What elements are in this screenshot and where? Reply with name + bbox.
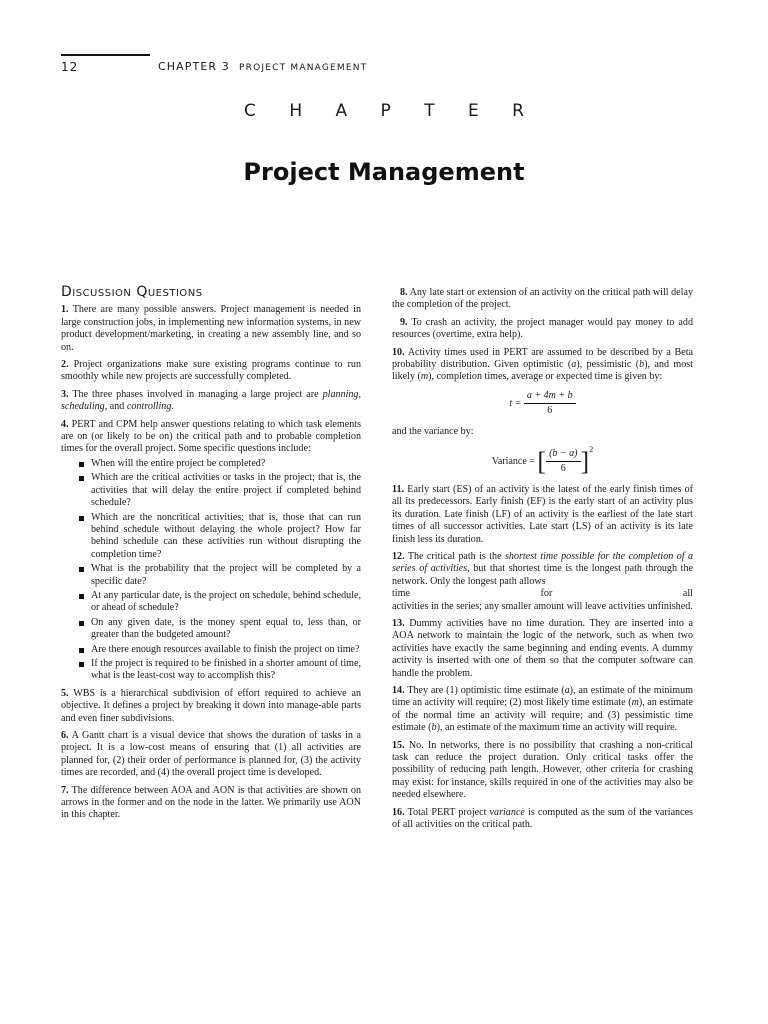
answer-number: 2.	[61, 359, 69, 371]
list-item-text: Which are the noncritical activities; that is, those that can run behind schedule without delaying the whole project? How far behind schedule can these activities run without disrupting the completion time?	[91, 511, 361, 560]
list-item	[79, 512, 361, 562]
var-b: b	[431, 722, 437, 734]
right-bracket-icon: ]	[580, 446, 590, 476]
formula-lhs: t =	[509, 398, 522, 410]
chapter-label: C H A P T E R	[244, 101, 538, 121]
answer-9	[392, 317, 693, 342]
answer-text: Activity times used in PERT are assumed to be described by a Beta probability distribution. Given optimistic (	[392, 346, 693, 371]
emphasis-text: variance	[489, 806, 525, 818]
answer-text: No. In networks, there is no possibility that crashing a non-critical task can reduce the project duration. Only critical tasks offer the possibility of reducing path length. However, other criteria for crashing may exist: for instance, skills required in one of the activities may also be needed elsewhere.	[392, 739, 693, 801]
answer-text: The difference between AOA and AON is that activities are shown on arrows in the former and on the node in the latter. We primarily use AON in this chapter.	[61, 784, 362, 821]
answer-number: 4.	[61, 418, 69, 430]
list-item-text: At any particular date, is the project on schedule, behind schedule, or ahead of schedule?	[91, 589, 361, 614]
list-item	[79, 458, 361, 470]
formula-lhs: Variance =	[491, 456, 535, 468]
answer-number: 11.	[392, 483, 405, 495]
answer-13	[392, 618, 693, 680]
answer-text: To crash an activity, the project manager would pay money to add resources (overtime, extra help).	[392, 316, 693, 341]
section-heading-text: Discussion Questions	[61, 284, 203, 300]
answer-7	[61, 785, 361, 822]
answer-text: Dummy activities have no time duration. They are inserted into a AOA network to maintain the logic of the network, such as when two activities have exactly the same beginning and ending events. A dummy activity is inserted with one of them so that the computer software can handle the problem.	[392, 617, 693, 679]
spread-word: for	[540, 588, 553, 600]
answer-1	[61, 304, 361, 354]
answer-number: 9.	[400, 316, 408, 328]
answer-2	[61, 359, 361, 384]
list-item-text: On any given date, is the money spent equal to, less than, or greater than the budgeted amount?	[91, 616, 361, 641]
answer-number: 5.	[61, 687, 69, 699]
answer-12-cont: activities in the series; any smaller amount will leave activities unfinished.	[392, 600, 693, 612]
answer-6	[61, 730, 361, 780]
answer-8	[392, 287, 693, 312]
var-m: m	[631, 697, 639, 709]
expected-time-formula	[392, 390, 693, 418]
answer-12	[392, 551, 693, 588]
answer-number: 10.	[392, 346, 405, 358]
answer-text: Project organizations make sure existing programs continue to run smoothly while new projects are successfully completed.	[61, 359, 361, 383]
answer-number: 16.	[392, 806, 405, 818]
list-item	[79, 644, 361, 656]
answer-text: PERT and CPM help answer questions relating to which task elements are on (or likely to be on) the critical path and to probable completion times for the overall project. Some specific questions include:	[61, 418, 361, 455]
answer-number: 12.	[392, 550, 405, 562]
header-rule	[61, 54, 150, 56]
answer-text: WBS is a hierarchical subdivision of effort required to achieve an objective. It defines a project by breaking it down into manage-able parts and even finer subdivisions.	[61, 687, 361, 724]
answer-number: 8.	[400, 287, 408, 298]
square-bullet-icon	[79, 662, 84, 667]
answer-number: 15.	[392, 739, 405, 751]
question-list	[61, 458, 361, 683]
square-bullet-icon	[79, 621, 84, 626]
answer-number: 1.	[61, 304, 69, 316]
right-column	[392, 287, 693, 836]
answer-text: The three phases involved in managing a large project are	[72, 388, 323, 400]
answer-text: ), and most likely (	[392, 359, 693, 383]
square-bullet-icon	[79, 476, 84, 481]
variance-intro: and the variance by:	[392, 425, 474, 437]
section-heading	[61, 286, 361, 298]
answer-5	[61, 688, 361, 725]
formula-numerator: a + 4m + b	[524, 390, 576, 404]
answer-text: A Gantt chart is a visual device that shows the duration of tasks in a project. It is a low-cost means of ensuring that (1) all activities are planned for, (2) their order of performance is planned for, (3) the activity times are recorded, and (4) the overall project time is developed.	[61, 730, 361, 779]
variance-formula	[392, 444, 693, 476]
separator: , and	[104, 401, 127, 413]
formula-fraction	[546, 448, 580, 476]
list-item	[79, 563, 361, 588]
formula-denominator: 6	[547, 405, 553, 417]
answer-10	[392, 347, 693, 384]
spread-line	[392, 588, 693, 600]
answer-text: , but that shortest time is the longest path through the network. Only the longest path allows	[392, 563, 694, 587]
term-planning: planning	[322, 388, 359, 400]
var-m: m	[420, 371, 429, 383]
answer-text: Early start (ES) of an activity is the latest of the early finish times of all its predecessors. Early finish (EF) is the early start of an activity plus its duration. Late finish (LF) of an activity is the earliest of the late start times of all successor activities. Late start (LS) of an activity is its late finish less its duration.	[392, 483, 693, 545]
answer-16	[392, 807, 693, 832]
answer-number: 3.	[61, 388, 69, 400]
answer-number: 7.	[61, 784, 69, 796]
answer-text: There are many possible answers. Project management is needed in large construction jobs, in implementing new information systems, in new product development/marketing, in creating a new assembly line, and so on.	[61, 304, 361, 353]
list-item-text: If the project is required to be finished in a shorter amount of time, what is the least-cost way to accomplish this?	[91, 657, 361, 682]
list-item	[79, 472, 361, 509]
square-bullet-icon	[79, 567, 84, 572]
chapter-title: Project Management	[243, 158, 525, 186]
answer-text: ), an estimate of the minimum time an activity will require; (2) most likely time estimate (	[392, 684, 693, 709]
separator: ,	[358, 388, 362, 400]
running-header-title: PROJECT MANAGEMENT	[239, 63, 368, 73]
var-b: b	[639, 359, 645, 371]
left-bracket-icon: [	[537, 446, 547, 476]
formula-denominator: 6	[560, 463, 566, 475]
list-item-text: Which are the critical activities or tasks in the project; that is, the activities that will delay the entire project if completed behind schedule?	[91, 472, 361, 509]
running-header-chapter: CHAPTER 3	[158, 60, 230, 73]
answer-text: Total PERT project	[407, 806, 490, 818]
square-bullet-icon	[79, 516, 84, 521]
formula-fraction	[524, 390, 576, 418]
answer-number: 14.	[392, 684, 405, 696]
list-item-text: When will the entire project be completed?	[91, 457, 266, 469]
list-item-text: Are there enough resources available to finish the project on time?	[91, 643, 360, 655]
var-a: a	[564, 684, 570, 696]
answer-text: The critical path is the	[407, 550, 505, 562]
page-number: 12	[61, 60, 79, 74]
square-bullet-icon	[79, 594, 84, 599]
spread-word: all	[682, 588, 693, 600]
term-scheduling: scheduling	[61, 401, 105, 413]
answer-text: Any late start or extension of an activity on the critical path will delay the completion of the project.	[392, 287, 693, 311]
answer-text: is computed as the sum of the variances of all activities on the critical path.	[392, 806, 693, 831]
square-bullet-icon	[79, 648, 84, 653]
answer-11	[392, 484, 693, 546]
list-item-text: What is the probability that the project will be completed by a specific date?	[91, 563, 361, 587]
answer-text: ), pessimistic (	[576, 359, 640, 371]
formula-numerator: (b − a)	[546, 448, 580, 462]
square-bullet-icon	[79, 462, 84, 467]
answer-number: 6.	[61, 730, 69, 741]
answer-3	[61, 389, 361, 414]
answer-14	[392, 685, 693, 735]
answer-15	[392, 740, 693, 802]
list-item	[79, 617, 361, 642]
running-header	[158, 60, 367, 73]
list-item	[79, 590, 361, 615]
emphasis-text: shortest time possible for the completion of a series of activities	[392, 550, 693, 575]
answer-number: 13.	[392, 617, 405, 629]
answer-text: ), completion times, average or expected time is given by:	[428, 371, 663, 383]
term-controlling: controlling	[126, 401, 172, 413]
answer-4	[61, 419, 361, 456]
answer-text: ), an estimate of the normal time an activity will require; and (3) pessimistic time estimate (	[392, 697, 694, 734]
answer-text: ), an estimate of the maximum time an activity will require.	[436, 722, 678, 734]
formula-exponent: 2	[589, 444, 594, 454]
spread-word: time	[392, 588, 410, 600]
list-item	[79, 658, 361, 683]
var-a: a	[571, 359, 577, 371]
left-column	[61, 286, 361, 827]
period: .	[171, 401, 174, 413]
answer-text: They are (1) optimistic time estimate (	[407, 684, 565, 696]
